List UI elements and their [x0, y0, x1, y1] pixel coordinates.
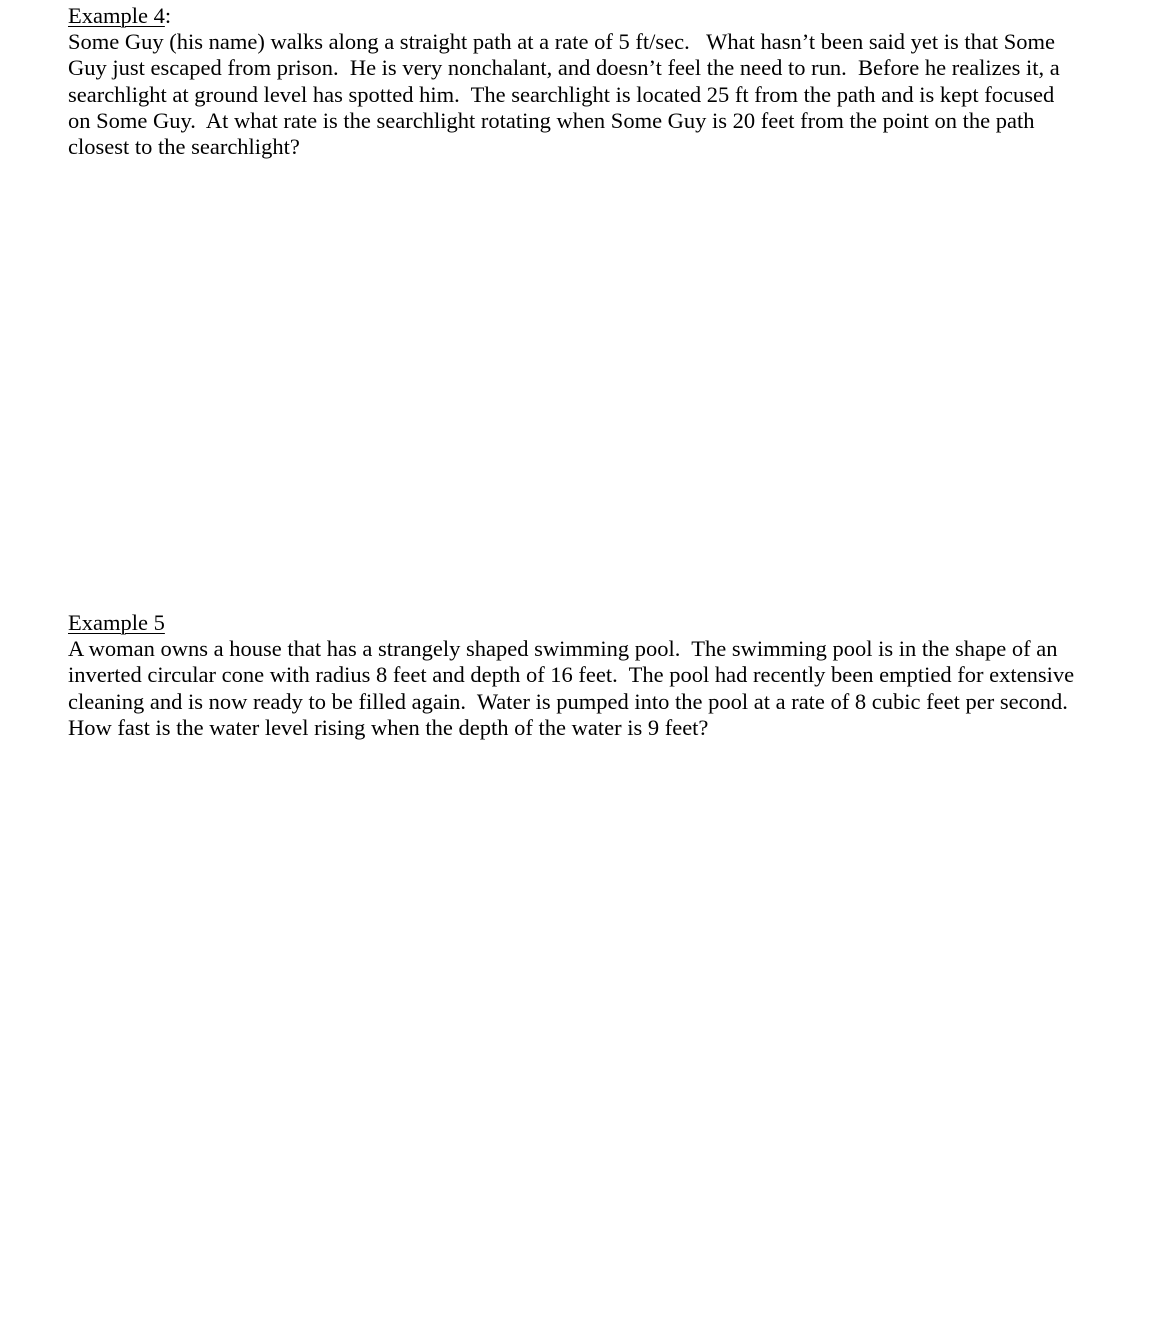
example-5-problem-text: [68, 636, 1108, 741]
example-5-line-2: inverted circular cone with radius 8 feet and depth of 16 feet. The pool had recently been emptied for extensive: [68, 662, 1075, 688]
example-4-heading-title: Example 4: [68, 3, 165, 28]
example-5-heading-title: Example 5: [68, 610, 165, 635]
example-4-line-5: closest to the searchlight?: [68, 134, 300, 160]
example-5-heading: [68, 610, 1108, 636]
example-4-problem-text: [68, 29, 1108, 160]
example-5-line-4: How fast is the water level rising when the depth of the water is 9 feet?: [68, 714, 709, 740]
example-4-line-4: on Some Guy. At what rate is the searchlight rotating when Some Guy is 20 feet from the point on the path: [68, 107, 1035, 133]
example-4-heading-colon: :: [164, 3, 172, 28]
example-5-section: [68, 610, 1108, 741]
example-4-line-3: searchlight at ground level has spotted him. The searchlight is located 25 ft from the path and is kept focused: [68, 81, 1055, 107]
example-4-line-1: Some Guy (his name) walks along a straight path at a rate of 5 ft/sec. What hasn’t been said yet is that Some: [68, 29, 1056, 55]
example-5-line-3: cleaning and is now ready to be filled again. Water is pumped into the pool at a rate of 8 cubic feet per second.: [68, 688, 1068, 714]
example-5-line-1: A woman owns a house that has a strangely shaped swimming pool. The swimming pool is in the shape of an: [68, 636, 1058, 662]
example-4-line-2: Guy just escaped from prison. He is very nonchalant, and doesn’t feel the need to run. Before he realizes it, a: [68, 55, 1060, 81]
example-4-heading: [68, 3, 1108, 29]
example-4-section: [68, 3, 1108, 160]
